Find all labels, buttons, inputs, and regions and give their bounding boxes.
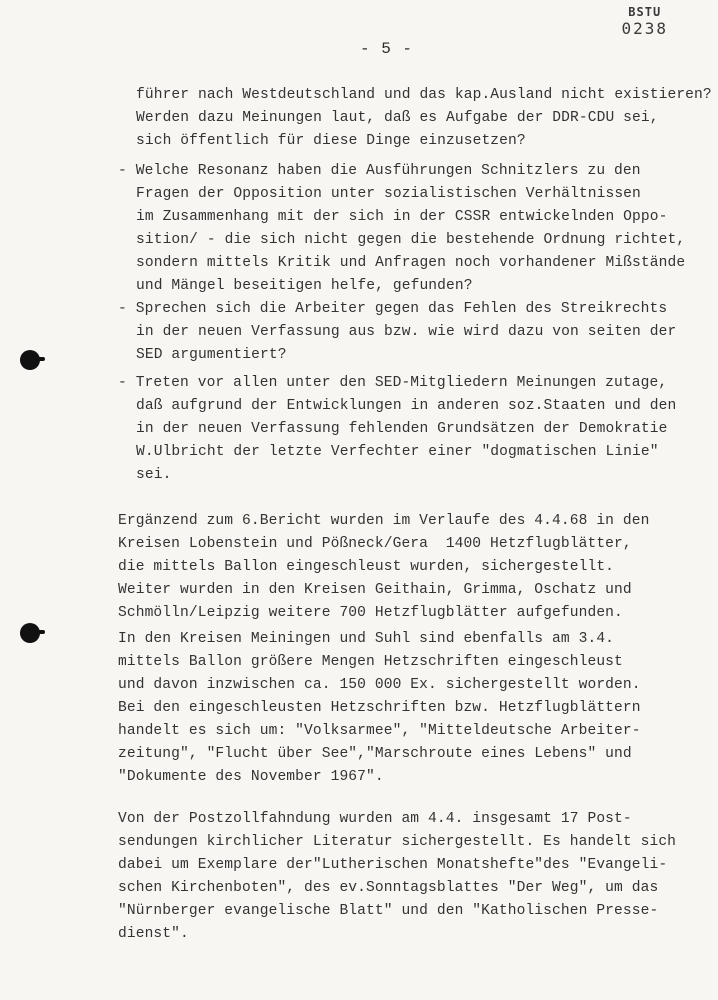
text-line: in der neuen Verfassung fehlenden Grundsätzen der Demokratie [136,421,668,437]
text-line: führer nach Westdeutschland und das kap.Ausland nicht existieren? [136,87,712,103]
text-line: Bei den eingeschleusten Hetzschriften bzw. Hetzflugblättern [118,700,641,716]
text-line: mittels Ballon größere Mengen Hetzschriften eingeschleust [118,654,623,670]
text-line: zeitung", "Flucht über See","Marschroute eines Lebens" und [118,746,632,762]
text-line: sition/ - die sich nicht gegen die bestehende Ordnung richtet, [136,232,686,248]
text-line: und davon inzwischen ca. 150 000 Ex. sichergestellt worden. [118,677,641,693]
archive-stamp [621,6,668,37]
text-line: In den Kreisen Meiningen und Suhl sind ebenfalls am 3.4. [118,631,615,647]
archive-stamp-org: BSTU [628,5,662,19]
text-line: Fragen der Opposition unter sozialistischen Verhältnissen [136,186,641,202]
text-line: - Welche Resonanz haben die Ausführungen Schnitzlers zu den [118,163,641,179]
text-line: - Sprechen sich die Arbeiter gegen das Fehlen des Streikrechts [118,301,668,317]
text-line: sich öffentlich für diese Dinge einzusetzen? [136,133,526,149]
text-line: schen Kirchenboten", des ev.Sonntagsblattes "Der Weg", um das [118,880,659,896]
text-line: im Zusammenhang mit der sich in der CSSR entwickelnden Oppo- [136,209,668,225]
archive-stamp-number: 0238 [621,19,668,38]
punch-hole-icon [20,350,40,370]
text-line: Von der Postzollfahndung wurden am 4.4. insgesamt 17 Post- [118,811,632,827]
text-line: W.Ulbricht der letzte Verfechter einer "dogmatischen Linie" [136,444,659,460]
text-line: handelt es sich um: "Volksarmee", "Mitteldeutsche Arbeiter- [118,723,641,739]
text-line: dabei um Exemplare der"Lutherischen Monatshefte"des "Evangeli- [118,857,668,873]
text-line: - Treten vor allen unter den SED-Mitgliedern Meinungen zutage, [118,375,668,391]
text-line: Schmölln/Leipzig weitere 700 Hetzflugblätter aufgefunden. [118,605,623,621]
text-line: Weiter wurden in den Kreisen Geithain, Grimma, Oschatz und [118,582,632,598]
punch-hole-icon [20,623,40,643]
page-number: - 5 - [360,40,414,58]
text-line: "Dokumente des November 1967". [118,769,384,785]
text-line: dienst". [118,926,189,942]
text-line: Kreisen Lobenstein und Pößneck/Gera 1400 Hetzflugblätter, [118,536,632,552]
text-line: Werden dazu Meinungen laut, daß es Aufgabe der DDR-CDU sei, [136,110,659,126]
text-line: sondern mittels Kritik und Anfragen noch vorhandener Mißstände [136,255,686,271]
text-line: die mittels Ballon eingeschleust wurden, sichergestellt. [118,559,615,575]
text-line: Ergänzend zum 6.Bericht wurden im Verlaufe des 4.4.68 in den [118,513,650,529]
text-line: in der neuen Verfassung aus bzw. wie wird dazu von seiten der [136,324,677,340]
text-line: daß aufgrund der Entwicklungen in anderen soz.Staaten und den [136,398,677,414]
text-line: sendungen kirchlicher Literatur sichergestellt. Es handelt sich [118,834,677,850]
text-line: SED argumentiert? [136,347,287,363]
text-line: und Mängel beseitigen helfe, gefunden? [136,278,473,294]
text-line: "Nürnberger evangelische Blatt" und den "Katholischen Presse- [118,903,659,919]
text-line: sei. [136,467,172,483]
